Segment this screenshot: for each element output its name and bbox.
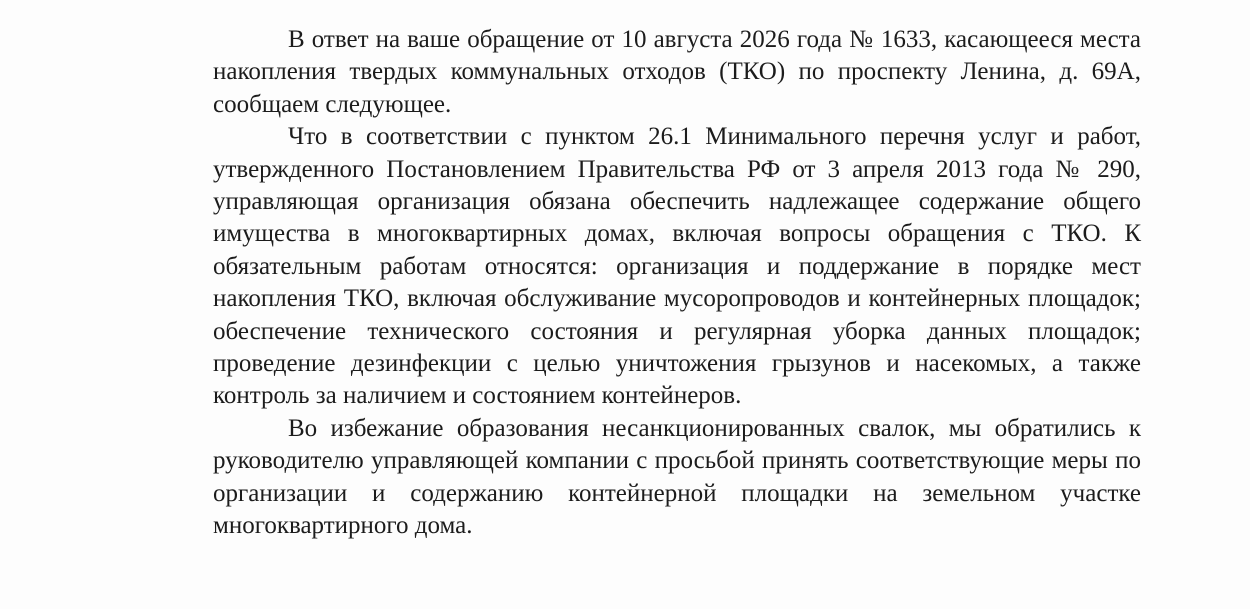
paragraph-measures: Во избежание образования несанкционированных свалок, мы обратились к руководителю управляющей компании с просьбой принять соответствующие меры по организации и содержанию контейнерной площадки на земельном участке многоквартирного дома. bbox=[213, 414, 1141, 540]
letter-body bbox=[213, 24, 1141, 543]
paragraph-legal-basis: Что в соответствии с пунктом 26.1 Минимального перечня услуг и работ, утвержденного Постановлением Правительства РФ от 3 апреля 2013 года № 290, управляющая организация обязана обеспечить надлежащее содержание общего имущества в многоквартирных домах, включая вопросы обращения с ТКО. К обязательным работам относятся: организация и поддержание в порядке мест накопления ТКО, включая обслуживание мусоропроводов и контейнерных площадок; обеспечение технического состояния и регулярная уборка данных площадок; проведение дезинфекции с целью уничтожения грызунов и насекомых, а также контроль за наличием и состоянием контейнеров. bbox=[213, 123, 1141, 410]
paragraph-response-intro: В ответ на ваше обращение от 10 августа 2026 года № 1633, касающееся места накопления твердых коммунальных отходов (ТКО) по проспекту Ленина, д. 69А, сообщаем следующее. bbox=[213, 26, 1141, 118]
